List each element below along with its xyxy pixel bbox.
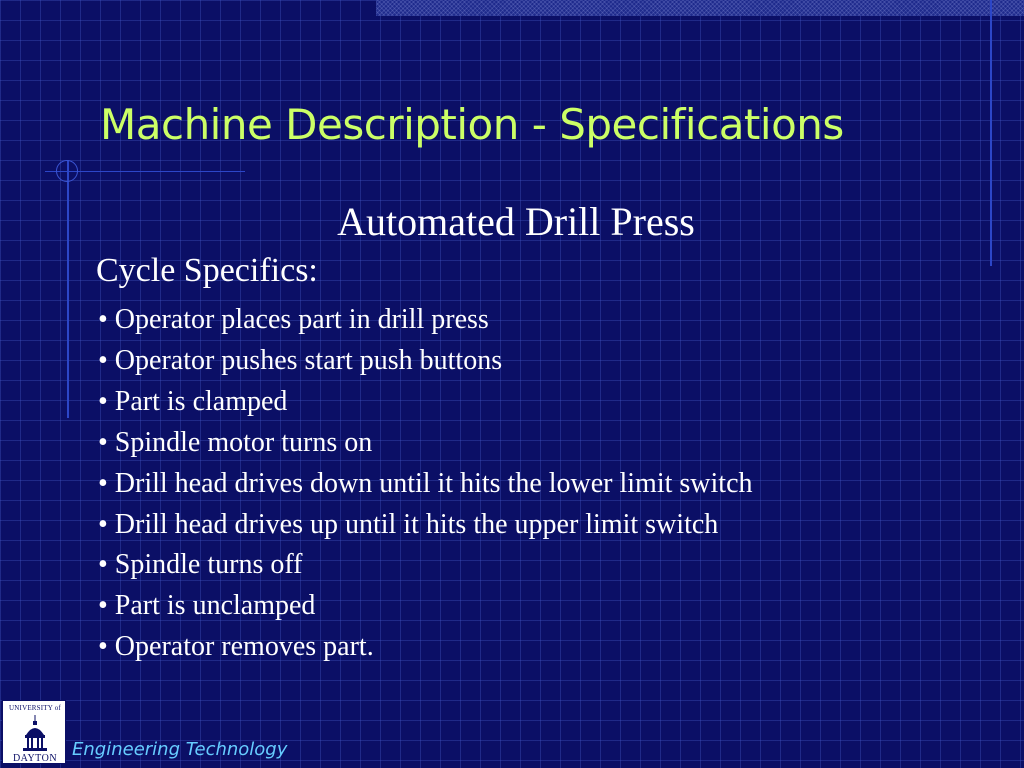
list-item: • Part is clamped <box>98 385 288 417</box>
logo-bottom-text: DAYTON <box>12 753 58 764</box>
dome-building-icon <box>20 715 50 753</box>
slide-title: Machine Description - Specifications <box>100 100 844 149</box>
footer-department-text: Engineering Technology <box>72 739 288 760</box>
list-item: • Operator removes part. <box>98 631 374 663</box>
slide-subtitle: Automated Drill Press <box>337 199 695 244</box>
logo-top-text: UNIVERSITY of <box>9 704 61 712</box>
crosshair-circle-icon <box>56 160 78 182</box>
list-item: • Drill head drives down until it hits the lower limit switch <box>98 467 753 499</box>
list-item: • Operator places part in drill press <box>98 304 489 335</box>
list-item: • Spindle motor turns on <box>98 426 373 458</box>
list-item: • Operator pushes start push buttons <box>98 344 503 376</box>
list-item: • Part is unclamped <box>98 590 316 622</box>
top-decorative-band <box>376 0 1024 16</box>
section-heading: Cycle Specifics: <box>96 252 318 289</box>
list-item: • Spindle turns off <box>98 549 303 581</box>
cycle-steps-list <box>98 300 753 668</box>
list-item: • Drill head drives up until it hits the upper limit switch <box>98 508 719 540</box>
university-logo <box>2 700 66 764</box>
